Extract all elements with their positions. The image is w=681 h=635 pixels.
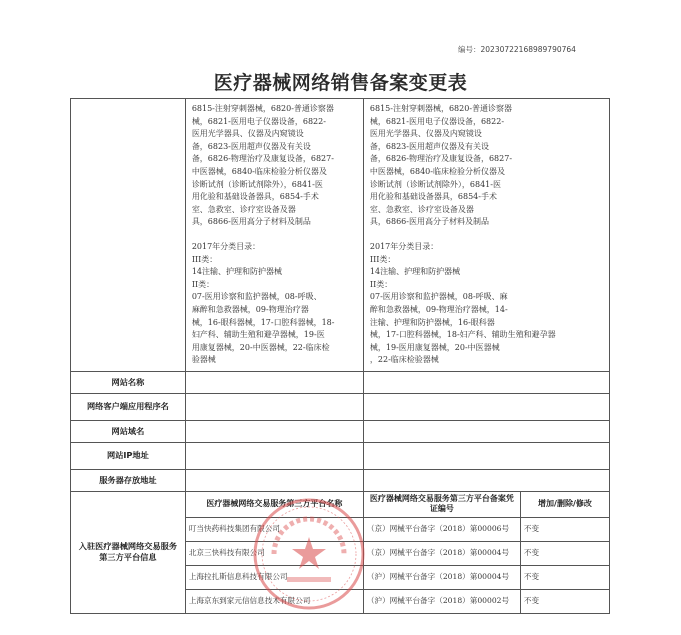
website-name-label: 网站名称: [71, 371, 186, 393]
scope-line: 室、急救室、诊疗室设备及器: [369, 204, 474, 214]
scope-line: 医用光学器具、仪器及内窥镜设: [191, 129, 304, 139]
scope-line: III类：: [191, 254, 218, 264]
ip-after: [363, 442, 609, 469]
scope-line: 械，16-眼科器械，17-口腔科器械，18-: [191, 317, 335, 327]
platform-record-header: 医疗器械网络交易服务第三方平台备案凭证编号: [363, 491, 520, 517]
platform-section-label: 入驻医疗器械网络交易服务第三方平台信息: [71, 491, 186, 613]
platform-name: 上海拉扎斯信息科技有限公司: [185, 565, 363, 589]
app-name-before: [185, 393, 363, 420]
app-name-row: [71, 393, 610, 420]
scope-line: 备，6823-医用超声仪器及有关设: [369, 141, 489, 151]
server-after: [363, 469, 609, 491]
scope-line: 备，6826-物理治疗及康复设备，6827-: [191, 154, 334, 164]
platform-change: 不变: [520, 589, 609, 613]
scope-line: 中医器械，6840-临床检验分析仪器及: [369, 166, 505, 176]
website-name-after: [363, 371, 609, 393]
scope-line: 2017年分类目录：: [369, 241, 439, 251]
scope-line: 醉和急救器械，09-物理治疗器械，14-: [369, 304, 508, 314]
scope-line: 具，6866-医用高分子材料及制品: [369, 217, 489, 227]
scope-line: 麻醉和急救器械，09-物理治疗器: [191, 304, 309, 314]
platform-name: 叮当快药科技集团有限公司: [185, 517, 363, 541]
app-name-label: 网络客户端应用程序名: [71, 393, 186, 420]
scope-row: [71, 99, 610, 372]
scope-line: 械，6821-医用电子仪器设备，6822-: [369, 116, 505, 126]
scope-line: 07-医用诊察和监护器械，08-呼吸、: [191, 292, 322, 302]
scope-line: [192, 229, 357, 241]
domain-label: 网站域名: [71, 420, 186, 442]
domain-after: [363, 420, 609, 442]
scope-line: II类：: [191, 279, 215, 289]
serial-number: 编号：20230722168989790764: [458, 45, 576, 54]
scope-line: 用康复器械，20-中医器械，22-临床检: [191, 342, 330, 352]
scope-line: 诊断试剂（诊断试剂除外），6841-医: [191, 179, 323, 189]
scope-line: 备，6823-医用超声仪器及有关设: [191, 141, 311, 151]
server-row: [71, 469, 610, 491]
server-before: [185, 469, 363, 491]
scope-line: II类：: [369, 279, 393, 289]
scope-line: 6815-注射穿刺器械，6820-普通诊察器: [191, 104, 334, 113]
scope-line: 用化验和基础设备器具，6854-手术: [191, 192, 319, 202]
platform-header-row: [71, 491, 610, 517]
document-title: 医疗器械网络销售备案变更表: [213, 72, 468, 94]
server-label: 服务器存放地址: [71, 469, 186, 491]
platform-change: 不变: [520, 541, 609, 565]
domain-before: [185, 420, 363, 442]
platform-name: 上海京东到家元信信息技术有限公司: [185, 589, 363, 613]
scope-line: 械，19-医用康复器械，20-中医器械: [369, 342, 500, 352]
scope-line: 验器械: [191, 355, 216, 365]
platform-change-header: 增加/删除/修改: [520, 491, 609, 517]
scope-line: 具，6866-医用高分子材料及制品: [191, 217, 311, 227]
scope-line: 医用光学器具、仪器及内窥镜设: [369, 129, 482, 139]
app-name-after: [363, 393, 609, 420]
scope-line: 中医器械，6840-临床检验分析仪器及: [191, 166, 327, 176]
scope-line: 械，17-口腔科器械，18-妇产科、辅助生殖和避孕器: [369, 330, 556, 340]
scope-line: III类：: [369, 254, 396, 264]
platform-record: （沪）网械平台备字（2018）第00004号: [363, 565, 520, 589]
scope-line: 14注输、护理和防护器械: [369, 267, 461, 277]
scope-line: 用化验和基础设备器具，6854-手术: [369, 192, 497, 202]
platform-change: 不变: [520, 517, 609, 541]
domain-row: [71, 420, 610, 442]
scope-line: 室、急救室、诊疗室设备及器: [191, 204, 296, 214]
scope-line: [370, 229, 603, 241]
platform-change: 不变: [520, 565, 609, 589]
scope-line: 6815-注射穿刺器械，6820-普通诊察器: [369, 104, 513, 113]
ip-label: 网站IP地址: [71, 442, 186, 469]
scope-before-cell: [185, 99, 363, 372]
platform-record: （京）网械平台备字（2018）第00006号: [363, 517, 520, 541]
scope-line: 2017年分类目录：: [191, 241, 261, 251]
platform-record: （沪）网械平台备字（2018）第00002号: [363, 589, 520, 613]
scope-line: 妇产科、辅助生殖和避孕器械，19-医: [191, 330, 325, 340]
ip-row: [71, 442, 610, 469]
scope-line: 14注输、护理和防护器械: [191, 267, 282, 277]
scope-line: 注输、护理和防护器械，16-眼科器: [369, 317, 495, 327]
website-name-before: [185, 371, 363, 393]
record-change-table: [70, 98, 610, 614]
scope-line: 械，6821-医用电子仪器设备，6822-: [191, 116, 326, 126]
scope-line: 07-医用诊察和监护器械，08-呼吸、麻: [369, 292, 508, 302]
scope-after-cell: [363, 99, 609, 372]
website-name-row: [71, 371, 610, 393]
scope-line: 备，6826-物理治疗及康复设备，6827-: [369, 154, 513, 164]
scope-label-cell: [71, 99, 186, 372]
ip-before: [185, 442, 363, 469]
platform-name-header: 医疗器械网络交易服务第三方平台名称: [185, 491, 363, 517]
scope-line: ，22-临床检验器械: [369, 355, 439, 365]
scope-line: 诊断试剂（诊断试剂除外），6841-医: [369, 179, 501, 189]
platform-name: 北京三快科技有限公司: [185, 541, 363, 565]
platform-record: （京）网械平台备字（2018）第00004号: [363, 541, 520, 565]
